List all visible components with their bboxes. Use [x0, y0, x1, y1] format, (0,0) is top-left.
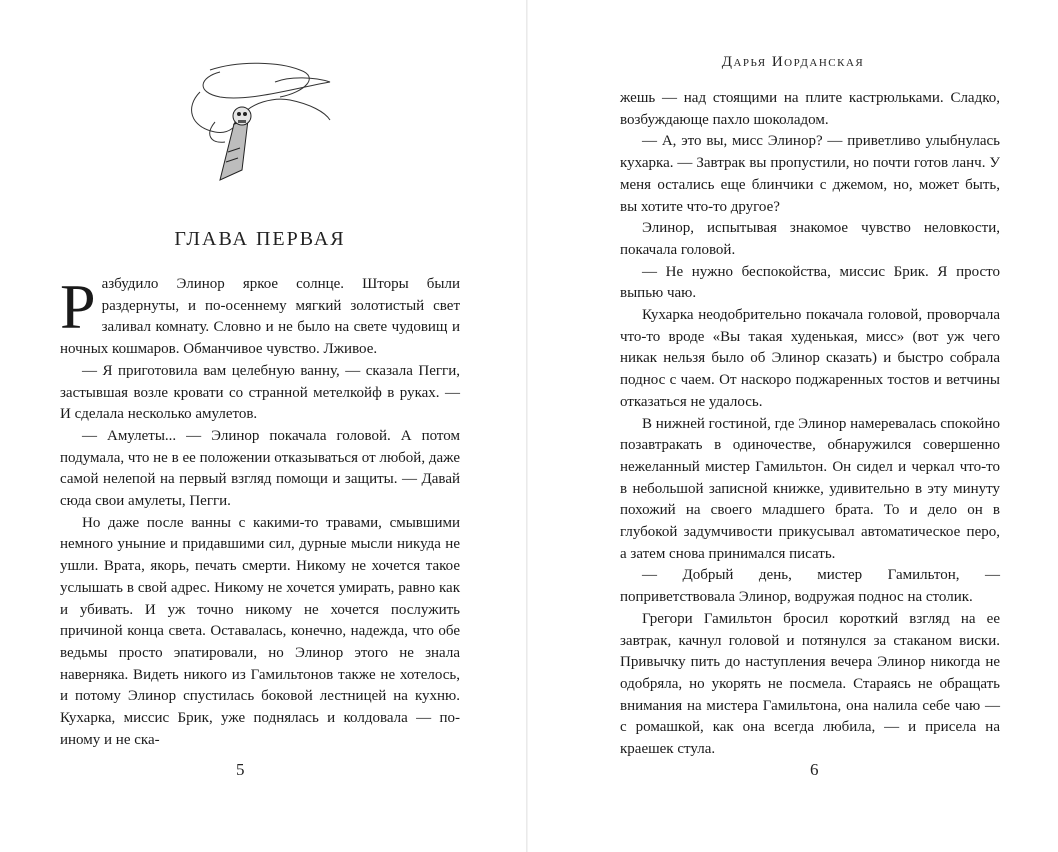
running-head-author: Дарья Иорданская	[721, 54, 865, 70]
paragraph: Но даже после ванны с какими-то травами, смывшими немного уныние и придавшими сил, дурные мысли никуда не ушли. Врата, якорь, печать смерти. Никому не хочется такое услышать в свой адрес. Никому не хочется умирать, равно как и убивать. И уж точно никому не хочется послужить причиной конца света. Оставалась, конечно, надежда, что обе ведьмы просто эпатировали, но Элинор этого не знала наверняка. Видеть никого из Гамильтонов также не хотелось, и потому Элинор спустилась боковой лестницей на кухню. Кухарка, миссис Брик, уже поднялась и колдовала — по-иному и не ска-	[60, 514, 460, 748]
paragraph: Элинор, испытывая знакомое чувство неловкости, покачала головой.	[620, 220, 1000, 258]
paragraph: Кухарка неодобрительно покачала головой, проворчала что-то вроде «Вы такая худенькая, мисс» (вот уж чего никак нельзя было об Элинор сказать) и быстро собрала поднос с чаем. От наскоро поджаренных тостов и ветчины отказаться не удалось.	[620, 307, 1000, 410]
paragraph: — Я приготовила вам целебную ванну, — сказала Пегги, застывшая возле кровати со странной метелкойф в руках. — И сделала несколько амулетов.	[60, 362, 460, 423]
paragraph: В нижней гостиной, где Элинор намеревалась спокойно позавтракать в одиночестве, обнаружился совершенно нежеланный мистер Гамильтон. Он сидел и черкал что-то в небольшой записной книжке, удивительно в эту минуту похожий на своего младшего брата. То и дело он в глубокой задумчивости прикусывал автоматическое перо, а затем снова принимался писать.	[620, 415, 1000, 562]
paragraph: — Не нужно беспокойства, миссис Брик. Я просто выпью чаю.	[620, 263, 1000, 302]
right-body-text	[620, 88, 1000, 761]
left-page	[0, 0, 528, 852]
paragraph: — А, это вы, мисс Элинор? — приветливо улыбнулась кухарка. — Завтрак вы пропустили, но почти готов ланч. У меня остались еще блинчики с джемом, но, может быть, вы хотите что-то другое?	[620, 133, 1000, 215]
chapter-title: ГЛАВА ПЕРВАЯ	[174, 228, 346, 250]
crystal-skull-pendant-icon	[180, 52, 340, 192]
first-paragraph	[60, 271, 460, 361]
paragraph: Грегори Гамильтон бросил короткий взгляд на ее завтрак, качнул головой и потянулся за стаканом виски. Привычку пить до наступления вечера Элинор никогда не одобряла, но укорять не посмела. Стараясь не обращать внимания на мистера Гамильтона, она налила себе чаю — с ромашкой, как она всегда любила, — и присела на краешек стула.	[620, 610, 1000, 758]
paragraph: — Амулеты... — Элинор покачала головой. А потом подумала, что не в ее положении отказываться от любой, даже самой нелепой на первый взгляд помощи и защиты. — Давай сюда свои амулеты, Пегги.	[60, 427, 460, 510]
first-paragraph-text: азбудило Элинор яркое солнце. Шторы были раздернуты, и по-осеннему мягкий золотистый свет заливал комнату. Словно и не было на свете чудовищ и ночных кошмаров. Обманчивое чувство. Лживое.	[60, 276, 460, 358]
page-number: 6	[810, 760, 819, 779]
page-number: 5	[236, 760, 245, 779]
drop-cap: Р	[60, 271, 96, 342]
paragraph: — Добрый день, мистер Гамильтон, — поприветствовала Элинор, водружая поднос на столик.	[620, 567, 1000, 606]
left-body-text	[60, 271, 460, 751]
continued-paragraph: жешь — над стоящими на плите кастрюльками. Сладко, возбуждающе пахло шоколадом.	[620, 90, 1000, 128]
right-page	[528, 0, 1058, 852]
